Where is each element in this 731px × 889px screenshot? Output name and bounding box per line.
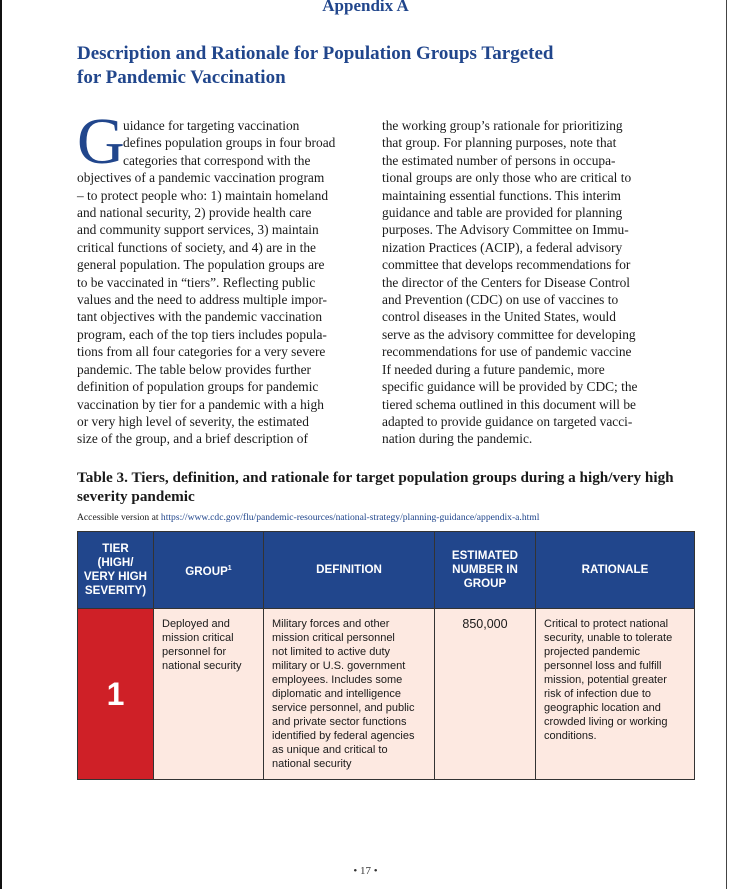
- body-text-line: defines population groups in four broad: [123, 135, 336, 151]
- body-text-line: specific guidance will be provided by CDC; the: [382, 379, 638, 395]
- definition-cell: [264, 609, 435, 780]
- header-estimated-line: NUMBER IN: [452, 563, 518, 576]
- rationale-text-line: personnel loss and fulfill: [544, 660, 662, 672]
- rationale-text-line: geographic location and: [544, 702, 661, 714]
- table-row: [78, 609, 695, 780]
- tier-cell: 1: [78, 609, 154, 780]
- title-line: for Pandemic Vaccination: [77, 67, 286, 88]
- group-text-line: national security: [162, 660, 242, 672]
- header-tier-line: SEVERITY): [84, 584, 147, 597]
- body-text-line: nization Practices (ACIP), a federal advisory: [382, 239, 623, 255]
- body-text-line: recommendations for use of pandemic vaccine: [382, 344, 632, 360]
- body-text-line: and community support services, 3) maintain: [77, 222, 319, 238]
- definition-text-line: Military forces and other: [272, 618, 390, 630]
- body-text-line: program, each of the top tiers includes popula-: [77, 326, 327, 342]
- group-text-line: personnel for: [162, 646, 227, 658]
- body-text-line: the director of the Centers for Disease Control: [382, 274, 631, 290]
- body-text-line: nation during the pandemic.: [382, 431, 533, 447]
- body-text-line: objectives of a pandemic vaccination program: [77, 170, 325, 186]
- header-group: [154, 532, 264, 609]
- header-tier-line: VERY HIGH: [83, 570, 148, 583]
- rationale-text-line: risk of infection due to: [544, 688, 652, 700]
- estimated-cell: 850,000: [435, 609, 536, 780]
- body-text-line: tions from all four categories for a very severe: [77, 344, 326, 360]
- body-text-line: to be vaccinated in “tiers”. Reflecting public: [77, 274, 316, 290]
- definition-text-line: mission critical personnel: [272, 632, 395, 644]
- body-text-line: control diseases in the United States, would: [382, 309, 616, 325]
- body-text-line: definition of population groups for pandemic: [77, 379, 319, 395]
- body-text-line: critical functions of society, and 4) are in the: [77, 239, 316, 255]
- body-text-line: guidance and table are provided for planning: [382, 205, 623, 221]
- group-text-line: Deployed and: [162, 618, 230, 630]
- body-text-line: uidance for targeting vaccination: [123, 118, 300, 133]
- definition-text-line: employees. Includes some: [272, 674, 403, 686]
- body-text-line: – to protect people who: 1) maintain homeland: [77, 187, 329, 203]
- header-tier-line: (HIGH/: [97, 556, 134, 569]
- group-text-line: mission critical: [162, 632, 234, 644]
- rationale-text-line: mission, potential greater: [544, 674, 667, 686]
- appendix-heading: Appendix A: [322, 0, 409, 15]
- body-text-line: general population. The population groups are: [77, 257, 325, 273]
- header-rationale: RATIONALE: [536, 532, 695, 609]
- header-tier-line: TIER: [102, 542, 129, 555]
- tiers-table: [77, 531, 695, 780]
- body-text-line: the estimated number of persons in occupa-: [382, 152, 616, 168]
- page-title: [77, 42, 637, 90]
- drop-cap: G: [77, 105, 125, 178]
- body-text-line: values and the need to address multiple impor-: [77, 292, 327, 308]
- rationale-text-line: projected pandemic: [544, 646, 641, 658]
- body-column-left: [77, 117, 355, 448]
- body-text-line: categories that correspond with the: [123, 152, 311, 168]
- caption-line: severity pandemic: [77, 488, 195, 505]
- body-text-line: tiered schema outlined in this document will be: [382, 396, 636, 412]
- rationale-text-line: crowded living or working: [544, 716, 668, 728]
- header-estimated-line: GROUP: [463, 577, 507, 590]
- definition-text-line: military or U.S. government: [272, 660, 406, 672]
- body-text-line: committee that develops recommendations for: [382, 257, 631, 273]
- accessible-prefix: Accessible version at: [77, 512, 161, 523]
- definition-text-line: identified by federal agencies: [272, 730, 415, 742]
- page-left-edge: [0, 0, 2, 889]
- header-group-label: GROUP: [185, 564, 228, 578]
- definition-text-line: service personnel, and public: [272, 702, 415, 714]
- definition-text-line: diplomatic and intelligence: [272, 688, 402, 700]
- body-text-line: purposes. The Advisory Committee on Immu-: [382, 222, 629, 238]
- accessible-version-note: [77, 512, 539, 523]
- body-text-line: tional groups are only those who are critical to: [382, 170, 632, 186]
- definition-text-line: not limited to active duty: [272, 646, 391, 658]
- page-right-edge: [726, 0, 727, 889]
- body-text-line: size of the group, and a brief description of: [77, 431, 308, 447]
- body-text-line: vaccination by tier for a pandemic with a high: [77, 396, 324, 412]
- definition-text-line: as unique and critical to: [272, 744, 388, 756]
- rationale-text-line: security, unable to tolerate: [544, 632, 673, 644]
- table-header-row: [78, 532, 695, 609]
- header-group-footnote: 1: [227, 564, 232, 572]
- group-cell: [154, 609, 264, 780]
- caption-line: Table 3. Tiers, definition, and rationale for target population groups during a high/very high: [77, 469, 674, 486]
- page-number: • 17 •: [353, 865, 378, 877]
- table-caption: [77, 468, 687, 506]
- body-text-line: maintaining essential functions. This interim: [382, 187, 621, 203]
- body-text-line: If needed during a future pandemic, more: [382, 361, 605, 377]
- definition-text-line: and private sector functions: [272, 716, 407, 728]
- body-column-right: [382, 117, 664, 448]
- body-text-line: pandemic. The table below provides further: [77, 361, 312, 377]
- body-text-line: that group. For planning purposes, note that: [382, 135, 617, 151]
- rationale-text-line: Critical to protect national: [544, 618, 669, 630]
- header-tier: [78, 532, 154, 609]
- title-line: Description and Rationale for Population Groups Targeted: [77, 43, 554, 64]
- body-text-line: the working group’s rationale for prioritizing: [382, 118, 623, 133]
- body-text-line: serve as the advisory committee for developing: [382, 326, 636, 342]
- header-estimated: [435, 532, 536, 609]
- header-definition: DEFINITION: [264, 532, 435, 609]
- body-text-line: adapted to provide guidance on targeted vacci-: [382, 413, 633, 429]
- header-estimated-line: ESTIMATED: [451, 549, 519, 562]
- rationale-text-line: conditions.: [544, 730, 597, 742]
- accessible-version-link[interactable]: https://www.cdc.gov/flu/pandemic-resources/national-strategy/planning-guidance/appendix-a.html: [160, 512, 540, 523]
- body-text-line: and Prevention (CDC) on use of vaccines to: [382, 292, 619, 308]
- definition-text-line: national security: [272, 758, 352, 770]
- body-text-line: or very high level of severity, the estimated: [77, 413, 309, 429]
- rationale-cell: [536, 609, 695, 780]
- body-text-line: and national security, 2) provide health care: [77, 205, 312, 221]
- body-text-line: tant objectives with the pandemic vaccination: [77, 309, 323, 325]
